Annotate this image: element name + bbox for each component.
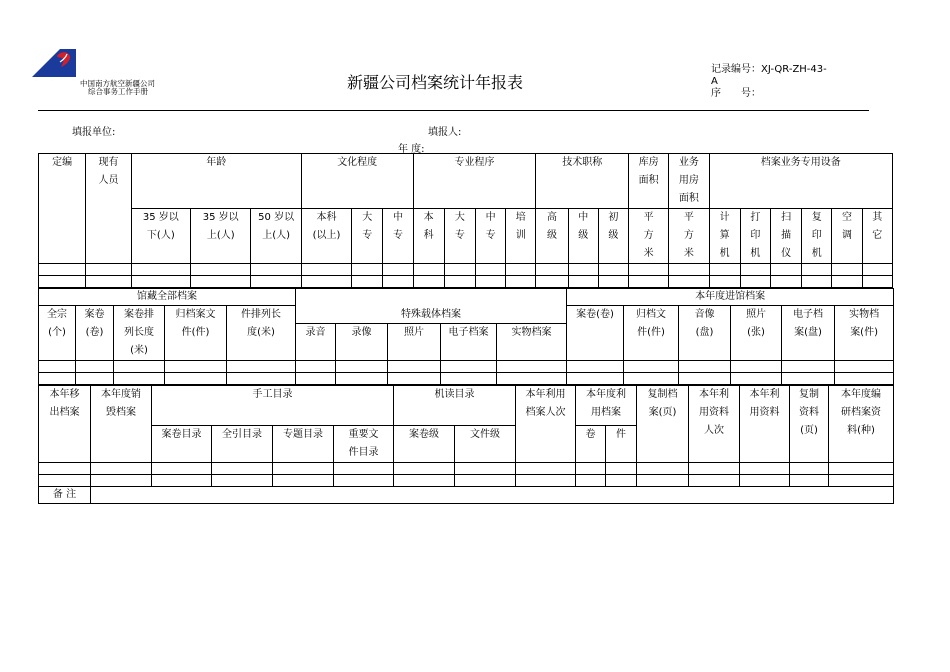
age-over-35-header: 35 岁以 上(人): [191, 209, 251, 264]
topic-catalog-header: 专题目录: [273, 426, 334, 463]
fill-unit-label: 填报单位:: [72, 127, 116, 138]
page-title: 新疆公司档案统计年报表: [347, 73, 524, 92]
major-college-header: 大 专: [444, 209, 475, 264]
remark-field[interactable]: [91, 487, 894, 504]
record-number-suffix: A: [711, 76, 718, 87]
volume-level-header: 案卷级: [394, 426, 455, 463]
storage-unit-header: 平 方 米: [629, 209, 669, 264]
age-over-50-header: 50 岁以 上(人): [251, 209, 301, 264]
equip-ac-header: 空 调: [832, 209, 862, 264]
photo-header: 照片: [388, 323, 441, 360]
office-area-header: 业务 用房 面积: [669, 154, 709, 209]
edu-bachelor-header: 本科 (以上): [301, 209, 351, 264]
equip-printer-header: 打 印 机: [740, 209, 770, 264]
equip-copier-header: 复 印 机: [802, 209, 832, 264]
major-bachelor-header: 本 科: [413, 209, 444, 264]
remark-label: 备 注: [39, 487, 91, 504]
volume-count-header: 案卷 (卷): [76, 306, 114, 361]
age-header: 年龄: [131, 154, 301, 209]
intake-physical-header: 实物档 案(件): [835, 306, 894, 361]
age-under-35-header: 35 岁以 下(人): [131, 209, 190, 264]
tech-senior-header: 高 级: [536, 209, 568, 264]
docs-length-header: 件排列长 度(米): [227, 306, 296, 361]
year-intake-header: 本年度进馆档案: [567, 289, 894, 306]
company-name: 中国南方航空新疆公司: [80, 79, 155, 88]
table-row: [39, 276, 893, 288]
info-usage-visits-header: 本年利 用资料 人次: [689, 386, 740, 463]
usage-visits-header: 本年利用 档案人次: [516, 386, 576, 463]
major-secondary-header: 中 专: [475, 209, 505, 264]
staff-quota-header: 定编: [39, 154, 86, 264]
archive-usage-table: [38, 385, 894, 504]
tech-middle-header: 中 级: [568, 209, 598, 264]
audio-header: 录音: [296, 323, 336, 360]
manual-catalog-header: 手工目录: [152, 386, 394, 426]
intake-photo-header: 照片 (张): [731, 306, 782, 361]
staff-equipment-table: [38, 153, 893, 288]
key-docs-catalog-header: 重要文 件目录: [334, 426, 394, 463]
intake-av-header: 音像 (盘): [679, 306, 731, 361]
copied-pages-header: 复制档 案(页): [637, 386, 689, 463]
record-number-value: XJ-QR-ZH-43-: [761, 64, 827, 75]
copied-info-header: 复制 资料 (页): [790, 386, 829, 463]
current-staff-header: 现有 人员: [86, 154, 131, 264]
all-holdings-header: 馆藏全部档案: [39, 289, 296, 306]
usage-archives-header: 本年度利 用档案: [576, 386, 637, 426]
table-row: [39, 373, 894, 385]
video-header: 录像: [336, 323, 388, 360]
volume-catalog-header: 案卷目录: [152, 426, 212, 463]
intake-docs-header: 归档文 件(件): [624, 306, 679, 361]
tech-junior-header: 初 级: [598, 209, 628, 264]
table-row: [39, 463, 894, 475]
company-logo-icon: [30, 45, 78, 79]
equipment-header: 档案业务专用设备: [709, 154, 892, 209]
volume-unit-header: 卷: [576, 426, 606, 463]
destroyed-header: 本年度销 毁档案: [91, 386, 152, 463]
manual-name: 综合事务工作手册: [88, 87, 148, 96]
table-row: [39, 475, 894, 487]
table-row: [39, 264, 893, 276]
edu-secondary-header: 中 专: [383, 209, 413, 264]
item-unit-header: 件: [606, 426, 637, 463]
record-number: [711, 64, 827, 76]
table-row: [39, 361, 894, 373]
intake-electronic-header: 电子档 案(盘): [782, 306, 835, 361]
compiled-materials-header: 本年度编 研档案资 料(种): [829, 386, 894, 463]
tech-title-header: 技术职称: [536, 154, 629, 209]
file-level-header: 文件级: [455, 426, 516, 463]
major-training-header: 培 训: [506, 209, 536, 264]
major-header: 专业程序: [413, 154, 536, 209]
education-header: 文化程度: [301, 154, 413, 209]
header-divider: [38, 110, 869, 111]
electronic-archive-header: 电子档案: [441, 323, 497, 360]
equip-computer-header: 计 算 机: [709, 209, 740, 264]
fill-person-label: 填报人:: [428, 127, 462, 138]
info-usage-header: 本年利 用资料: [740, 386, 790, 463]
intake-volume-header: 案卷(卷): [567, 306, 624, 361]
equip-scanner-header: 扫 描 仪: [770, 209, 801, 264]
equip-other-header: 其 它: [862, 209, 892, 264]
full-index-header: 全引目录: [212, 426, 273, 463]
year-label: 年 度:: [398, 144, 425, 155]
special-media-header: 特殊载体档案: [296, 306, 567, 324]
filed-docs-header: 归档案文 件(件): [165, 306, 227, 361]
archive-holdings-table: [38, 288, 894, 385]
fonds-count-header: 全宗 (个): [39, 306, 76, 361]
volume-length-header: 案卷排 列长度 (米): [114, 306, 165, 361]
serial-number-label: 序 号：: [711, 88, 761, 99]
physical-archive-header: 实物档案: [497, 323, 567, 360]
storage-area-header: 库房 面积: [629, 154, 669, 209]
machine-catalog-header: 机读目录: [394, 386, 516, 426]
transferred-out-header: 本年移 出档案: [39, 386, 91, 463]
edu-college-header: 大 专: [352, 209, 383, 264]
office-unit-header: 平 方 米: [669, 209, 709, 264]
record-number-label: 记录编号：: [711, 64, 761, 75]
